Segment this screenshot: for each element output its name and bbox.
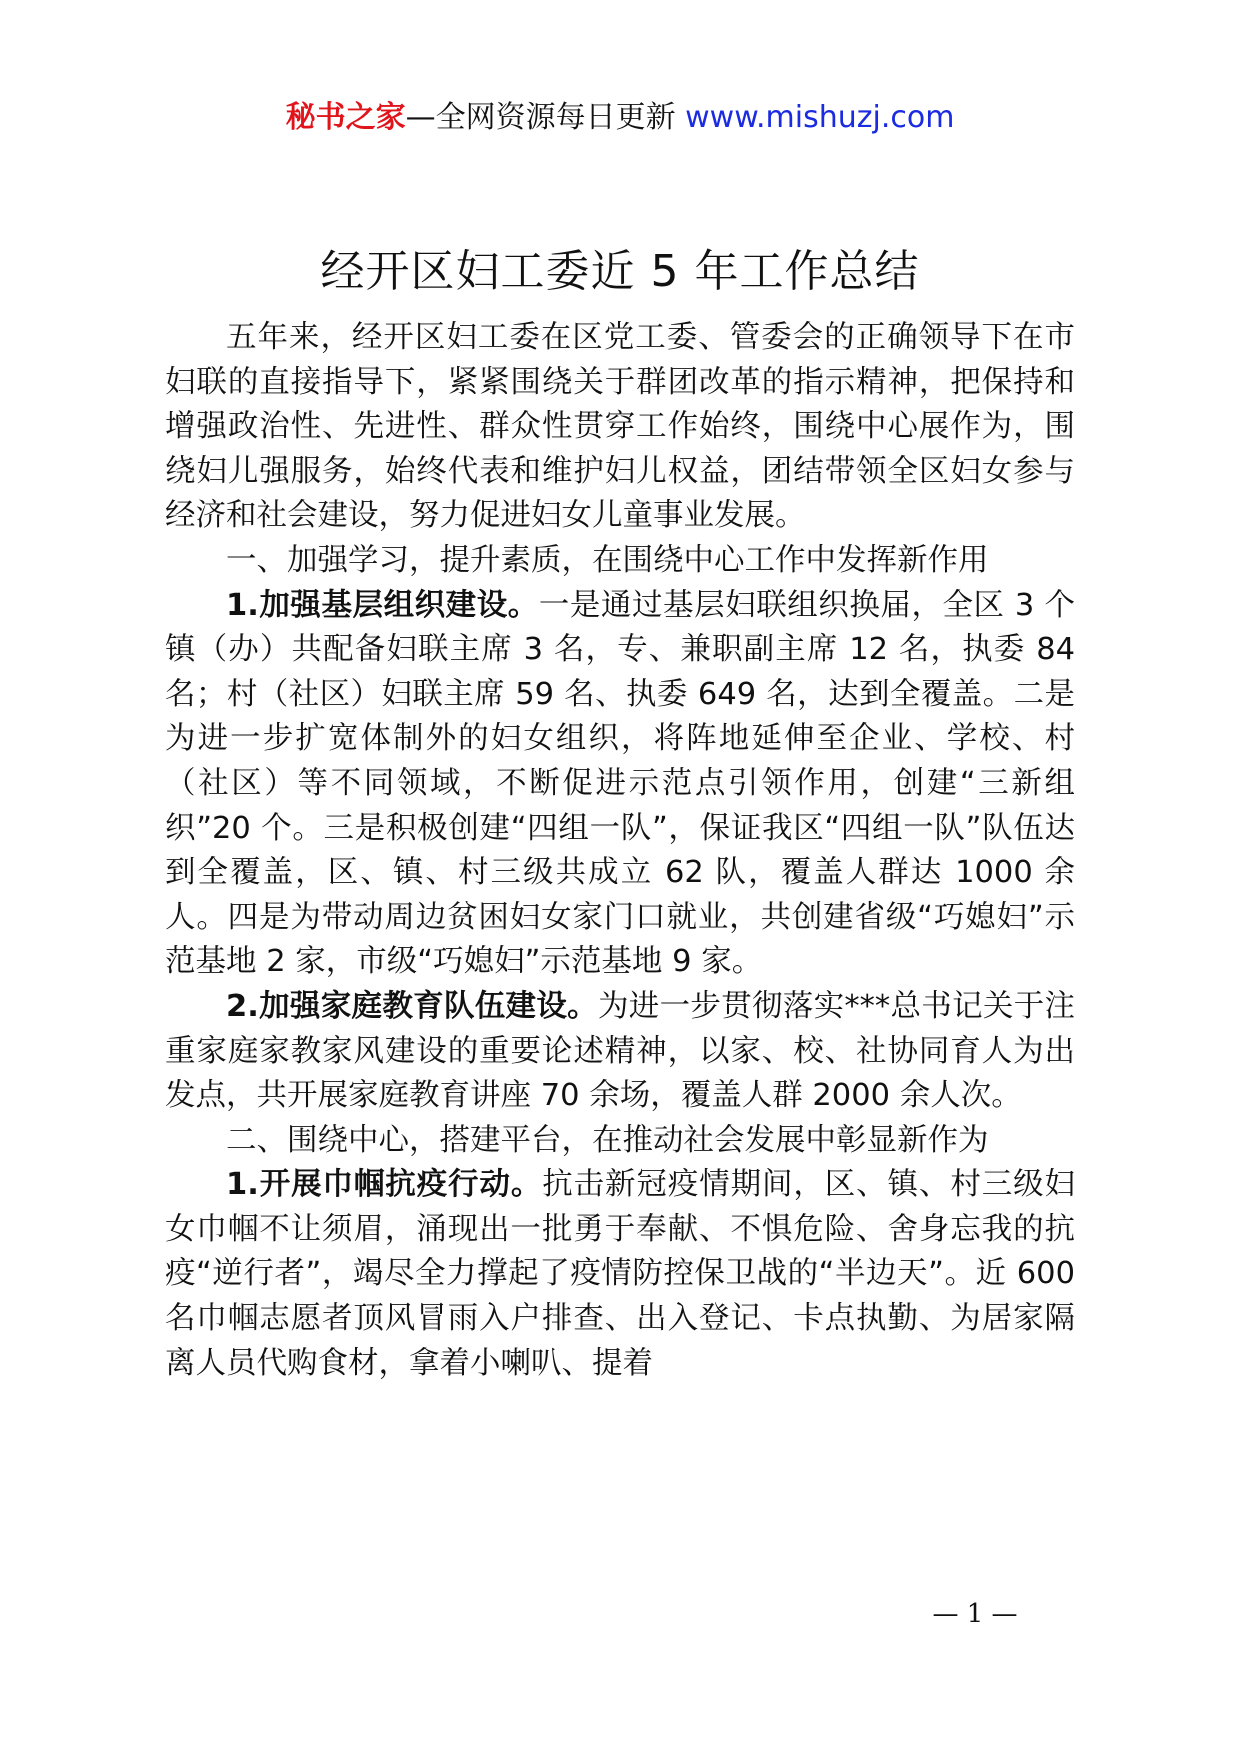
document-title: 经开区妇工委近 5 年工作总结	[320, 246, 920, 297]
document-body	[165, 316, 1075, 1386]
site-tagline: —全网资源每日更新	[405, 100, 676, 135]
section1-item2-paragraph	[165, 985, 1075, 1119]
section-heading-1: 一、加强学习，提升素质，在围绕中心工作中发挥新作用	[226, 542, 989, 578]
section1-item1-paragraph	[165, 584, 1075, 985]
site-url-link[interactable]: www.mishuzj.com	[685, 100, 955, 135]
section1-item2-lead: 2.加强家庭教育队伍建设。	[226, 988, 598, 1024]
section1-item1-lead: 1.加强基层组织建设。	[226, 587, 539, 623]
section1-item2-text: 为进一步贯彻落实***总书记关于注重家庭家教家风建设的重要论述精神，以家、校、社协同育人为出发点，共开展家庭教育讲座 70 余场，覆盖人群 2000 余人次。	[165, 988, 1076, 1114]
page-number: — 1 —	[932, 1599, 1018, 1629]
section2-item1-paragraph	[165, 1163, 1075, 1386]
section1-item1-text: 一是通过基层妇联组织换届，全区 3 个镇（办）共配备妇联主席 3 名，专、兼职副主席 12 名，执委 84 名；村（社区）妇联主席 59 名、执委 649 名，达到全覆盖。二是为进一步扩宽体制外的妇女组织，将阵地延伸至企业、学校、村（社区）等不同领域，不断促进示范点引领作用，创建“三新组织”20 个。三是积极创建“四组一队”，保证我区“四组一队”队伍达到全覆盖，区、镇、村三级共成立 62 队，覆盖人群达 1000 余人。四是为带动周边贫困妇女家门口就业，共创建省级“巧媳妇”示范基地 2 家，市级“巧媳妇”示范基地 9 家。	[165, 587, 1075, 980]
section2-item1-lead: 1.开展巾帼抗疫行动。	[226, 1167, 543, 1203]
site-brand: 秘书之家	[285, 100, 406, 135]
intro-paragraph: 五年来，经开区妇工委在区党工委、管委会的正确领导下在市妇联的直接指导下，紧紧围绕关于群团改革的指示精神，把保持和增强政治性、先进性、群众性贯穿工作始终，围绕中心展作为，围绕妇儿强服务，始终代表和维护妇儿权益，团结带领全区妇女参与经济和社会建设，努力促进妇女儿童事业发展。	[165, 320, 1075, 534]
site-header	[0, 98, 1240, 138]
section2-item1-text: 抗击新冠疫情期间，区、镇、村三级妇女巾帼不让须眉，涌现出一批勇于奉献、不惧危险、舍身忘我的抗疫“逆行者”，竭尽全力撑起了疫情防控保卫战的“半边天”。近 600 名巾帼志愿者顶风冒雨入户排查、出入登记、卡点执勤、为居家隔离人员代购食材，拿着小喇叭、提着	[165, 1167, 1076, 1381]
section-heading-2: 二、围绕中心，搭建平台，在推动社会发展中彰显新作为	[226, 1122, 989, 1158]
